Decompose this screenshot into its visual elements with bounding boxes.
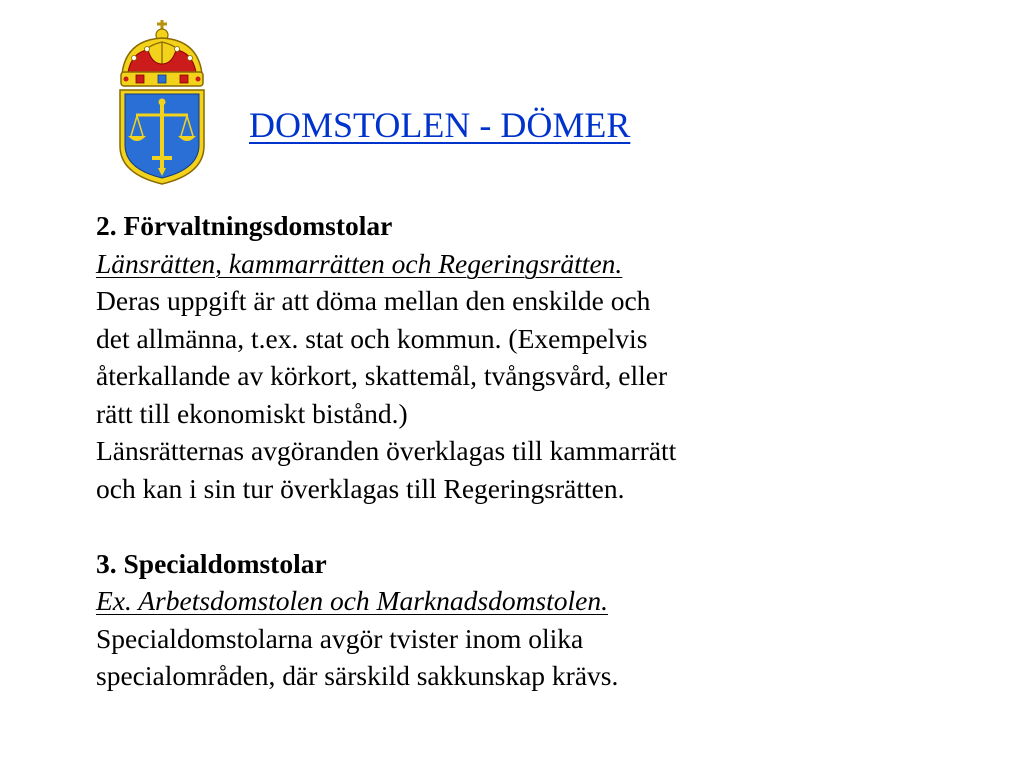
section-heading: 2. Förvaltningsdomstolar — [96, 210, 393, 241]
coat-of-arms-scales-sword-icon — [112, 18, 212, 186]
body-line: Länsrätternas avgöranden överklagas till kammarrätt — [96, 435, 677, 466]
body-line: Deras uppgift är att döma mellan den enskilde och — [96, 285, 651, 316]
body-line: rätt till ekonomiskt bistånd.) — [96, 397, 408, 429]
body-line: det allmänna, t.ex. stat och kommun. (Exempelvis — [96, 322, 648, 354]
section-heading: 3. Specialdomstolar — [96, 547, 327, 579]
body-line: återkallande av körkort, skattemål, tvångsvård, eller — [96, 360, 668, 391]
body-line: och kan i sin tur överklagas till Regeringsrätten. — [96, 472, 625, 504]
section-subtitle: Länsrätten, kammarrätten och Regeringsrätten. — [96, 247, 623, 279]
slide-title: DOMSTOLEN - DÖMER — [249, 105, 631, 145]
body-line: specialområden, där särskild sakkunskap krävs. — [96, 660, 619, 691]
section-spacer — [96, 507, 976, 545]
section-subtitle: Ex. Arbetsdomstolen och Marknadsdomstolen. — [96, 585, 608, 616]
section-forvaltningsdomstolar — [96, 207, 976, 507]
slide-content — [96, 207, 976, 695]
section-specialdomstolar — [96, 545, 976, 695]
body-line: Specialdomstolarna avgör tvister inom olika — [96, 622, 584, 654]
